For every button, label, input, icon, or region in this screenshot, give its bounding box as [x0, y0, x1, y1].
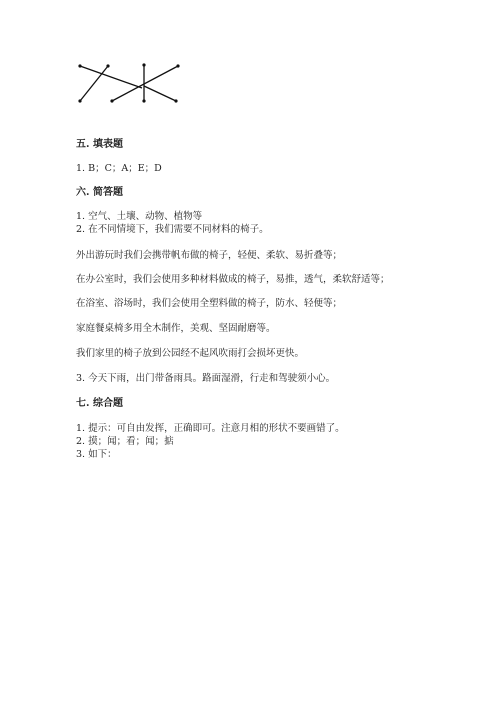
dot — [78, 99, 81, 102]
match-line — [144, 86, 176, 101]
dot — [142, 63, 145, 66]
dot — [176, 64, 179, 67]
section-5-answer: 1. B；C；A；E；D — [76, 163, 162, 174]
answer-line: 家庭餐桌椅多用全木制作，美观、坚固耐磨等。 — [76, 323, 276, 334]
match-line — [112, 66, 178, 101]
dot — [78, 64, 81, 67]
dot — [106, 64, 109, 67]
answer-line: 我们家里的椅子放到公园经不起风吹雨打会损坏更快。 — [76, 348, 305, 359]
dot — [174, 99, 177, 102]
answer-line: 1. 空气、土壤、动物、植物等 — [76, 211, 203, 222]
answer-line: 1. 提示：可自由发挥，正确即可。注意月相的形状不要画错了。 — [76, 423, 345, 434]
match-line — [80, 66, 142, 88]
answer-line: 2. 摸；闻；看；闻；掂 — [76, 436, 174, 447]
section-6-title: 六. 简答题 — [76, 187, 123, 198]
section-5-title: 五. 填表题 — [76, 139, 123, 150]
dot — [110, 99, 113, 102]
matching-lines-diagram — [70, 56, 190, 112]
answer-line: 在办公室时，我们会使用多种材料做成的椅子，易推，透气，柔软舒适等； — [76, 274, 390, 285]
dot — [142, 99, 145, 102]
answer-line: 在浴室、浴场时，我们会使用全塑料做的椅子，防水、轻便等； — [76, 298, 343, 309]
answer-line: 2. 在不同情境下，我们需要不同材料的椅子。 — [76, 224, 269, 235]
answer-line: 3. 如下： — [76, 449, 117, 460]
section-7-title: 七. 综合题 — [76, 398, 123, 409]
answer-line: 3. 今天下雨，出门带备雨具。路面湿滑，行走和驾驶须小心。 — [76, 373, 336, 384]
answer-line: 外出游玩时我们会携带帆布做的椅子，轻便、柔软、易折叠等； — [76, 250, 343, 261]
